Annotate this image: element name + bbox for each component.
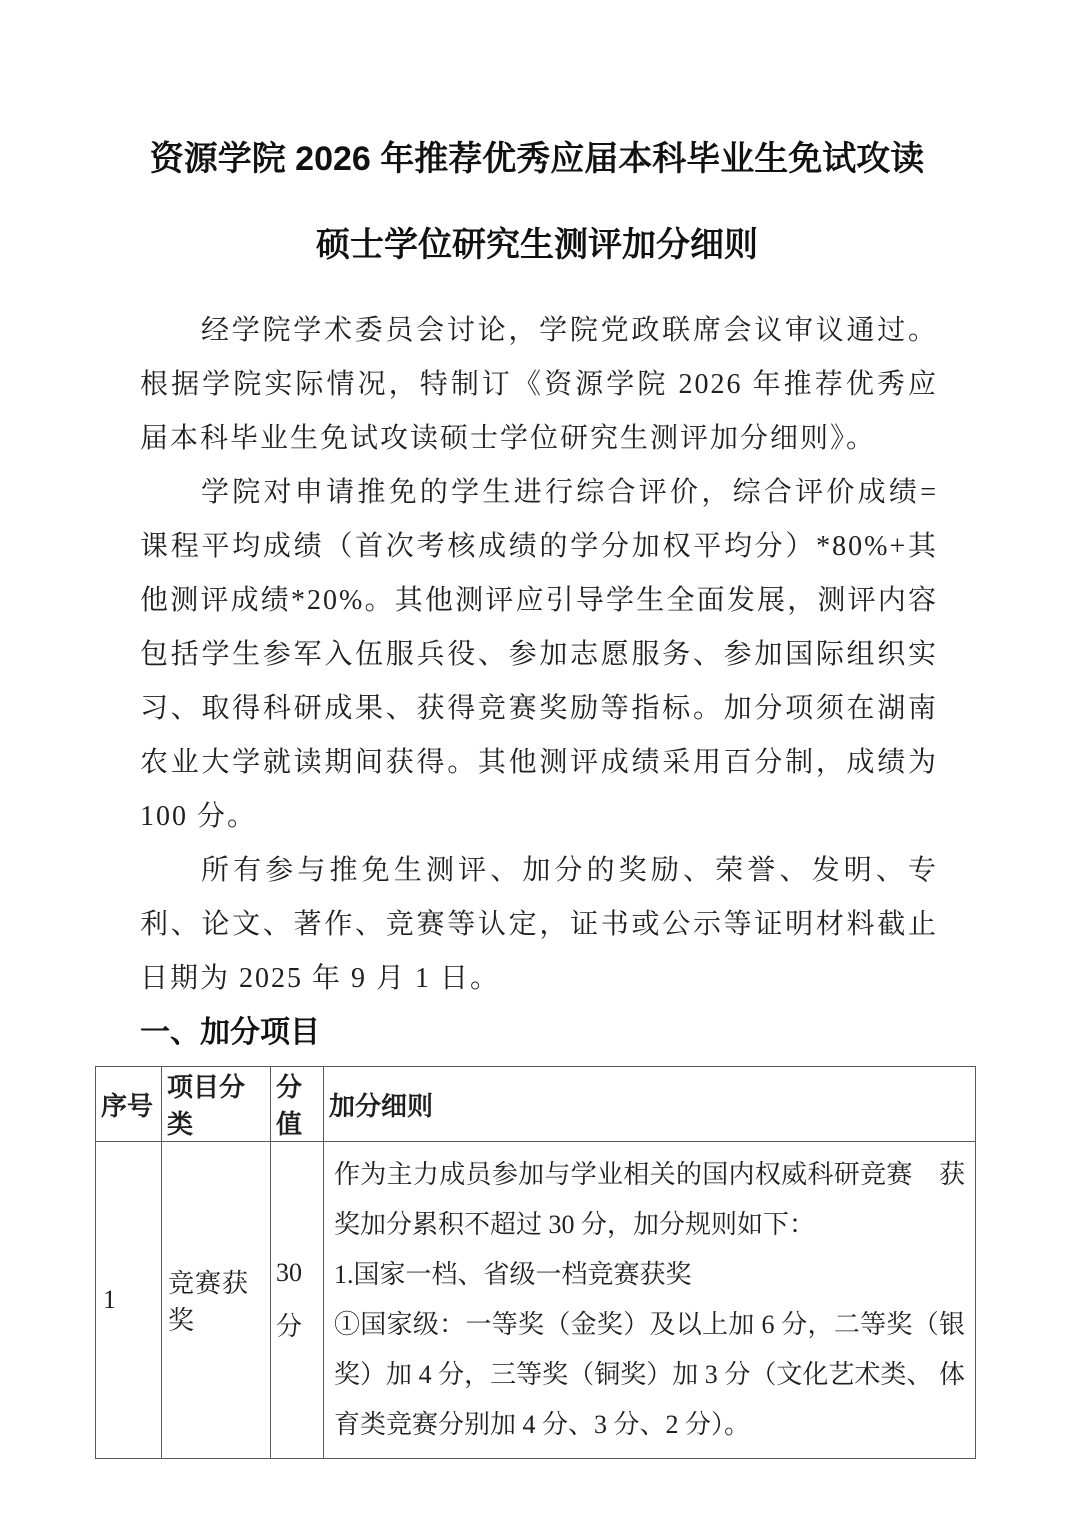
- paragraph-deadline: 所有参与推免生测评、加分的奖励、荣誉、发明、专利、论文、著作、竞赛等认定，证书或公示等证明材料截止日期为 2025 年 9 月 1 日。: [140, 855, 938, 994]
- body-text: [140, 304, 938, 1006]
- cell-score: 30 分: [271, 1142, 324, 1459]
- header-cell-index: 序号: [96, 1067, 162, 1142]
- title-line-2: 硕士学位研究生测评加分细则: [316, 226, 758, 264]
- header-cell-score: 分值: [271, 1067, 324, 1142]
- table-row: [96, 1142, 976, 1459]
- detail-rule-tier: 1.国家一档、省级一档竞赛获奖: [334, 1260, 692, 1289]
- title-line-1: 资源学院 2026 年推荐优秀应届本科毕业生免试攻读: [149, 140, 925, 178]
- header-cell-details: 加分细则: [324, 1067, 976, 1142]
- cell-details: [324, 1142, 976, 1459]
- bonus-score-table: [95, 1066, 976, 1459]
- document-title: [0, 116, 1074, 288]
- paragraph-intro: 经学院学术委员会讨论，学院党政联席会议审议通过。根据学院实际情况，特制订《资源学院 2026 年推荐优秀应届本科毕业生免试攻读硕士学位研究生测评加分细则》。: [140, 315, 938, 454]
- detail-rule-summary: 作为主力成员参加与学业相关的国内权威科研竞赛 获奖加分累积不超过 30 分，加分规则如下：: [334, 1160, 965, 1239]
- header-cell-category: 项目分类: [162, 1067, 271, 1142]
- table-header-row: [96, 1067, 976, 1142]
- detail-rule-national: ①国家级：一等奖（金奖）及以上加 6 分，二等奖（银奖）加 4 分，三等奖（铜奖）加 3 分（文化艺术类、 体育类竞赛分别加 4 分、3 分、2 分）。: [334, 1310, 965, 1439]
- paragraph-evaluation-formula: 学院对申请推免的学生进行综合评价，综合评价成绩=课程平均成绩（首次考核成绩的学分加权平均分）*80%+其他测评成绩*20%。其他测评应引导学生全面发展，测评内容包括学生参军入伍服兵役、参加志愿服务、参加国际组织实习、取得科研成果、获得竞赛奖励等指标。加分项须在湖南农业大学就读期间获得。其他测评成绩采用百分制，成绩为 100 分。: [140, 477, 938, 832]
- cell-category: 竞赛获奖: [162, 1142, 271, 1459]
- cell-row-index: 1: [96, 1142, 162, 1459]
- section-heading-bonus-items: 一、加分项目: [140, 1016, 320, 1049]
